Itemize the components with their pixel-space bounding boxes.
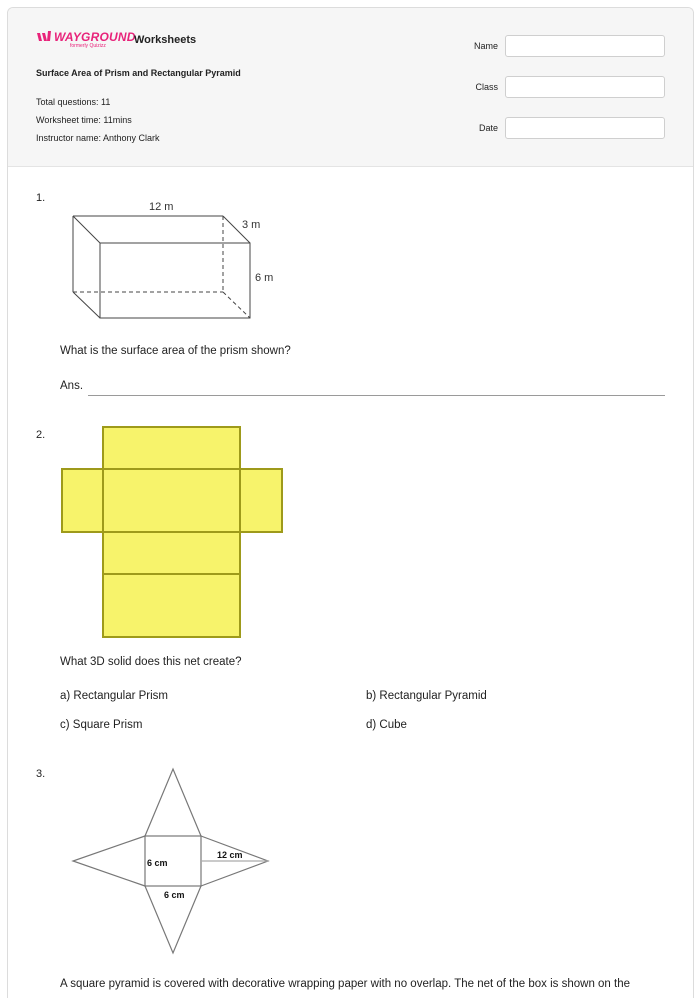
worksheet-time: Worksheet time: 11mins	[36, 115, 132, 125]
wayground-logo-icon	[36, 30, 54, 44]
worksheet-title: Surface Area of Prism and Rectangular Pyramid	[36, 68, 241, 78]
question-1-number: 1.	[36, 192, 46, 204]
net-face-lower	[103, 532, 240, 574]
pyramid-slant-label: 12 cm	[217, 850, 243, 860]
worksheet-header	[8, 8, 693, 167]
question-1-prism-figure	[63, 196, 293, 324]
question-2-option-d[interactable]: d) Cube	[366, 719, 407, 731]
question-2-text: What 3D solid does this net create?	[60, 656, 242, 668]
question-2-option-b[interactable]: b) Rectangular Pyramid	[366, 690, 487, 702]
net-face-right	[240, 469, 282, 532]
pyramid-base-bottom-label: 6 cm	[164, 890, 185, 900]
prism-width-label: 3 m	[242, 219, 261, 231]
net-face-center	[103, 469, 240, 532]
question-2-option-a[interactable]: a) Rectangular Prism	[60, 690, 169, 702]
question-1-text: What is the surface area of the prism shown?	[60, 345, 291, 357]
question-2-number: 2.	[36, 429, 46, 441]
prism-length-label: 12 m	[149, 201, 174, 213]
total-questions: Total questions: 11	[36, 97, 111, 107]
net-face-bottom	[103, 574, 240, 637]
worksheet	[7, 7, 694, 998]
class-field[interactable]	[505, 76, 665, 98]
net-face-top	[103, 427, 240, 469]
question-1-answer-line[interactable]	[88, 395, 665, 396]
name-label: Name	[473, 41, 498, 51]
instructor-name: Instructor name: Anthony Clark	[36, 133, 160, 143]
date-field[interactable]	[505, 117, 665, 139]
question-1-answer-label: Ans.	[60, 380, 84, 392]
class-label: Class	[475, 82, 498, 92]
pyramid-base-side-label: 6 cm	[147, 858, 168, 868]
name-field[interactable]	[505, 35, 665, 57]
brand-name: WAYGROUND	[54, 30, 136, 44]
date-label: Date	[478, 123, 498, 133]
question-3-pyramid-net-figure	[63, 766, 283, 956]
brand-title: Worksheets	[134, 34, 197, 46]
prism-height-label: 6 m	[255, 272, 274, 284]
question-2-option-c[interactable]: c) Square Prism	[60, 719, 143, 731]
net-face-left	[62, 469, 103, 532]
question-3-text: A square pyramid is covered with decorative wrapping paper with no overlap. The net of the box is shown on the	[60, 978, 631, 990]
brand-subtitle: formerly Quizizz	[70, 43, 106, 49]
question-2-net-figure	[58, 424, 288, 640]
question-3-number: 3.	[36, 768, 46, 780]
